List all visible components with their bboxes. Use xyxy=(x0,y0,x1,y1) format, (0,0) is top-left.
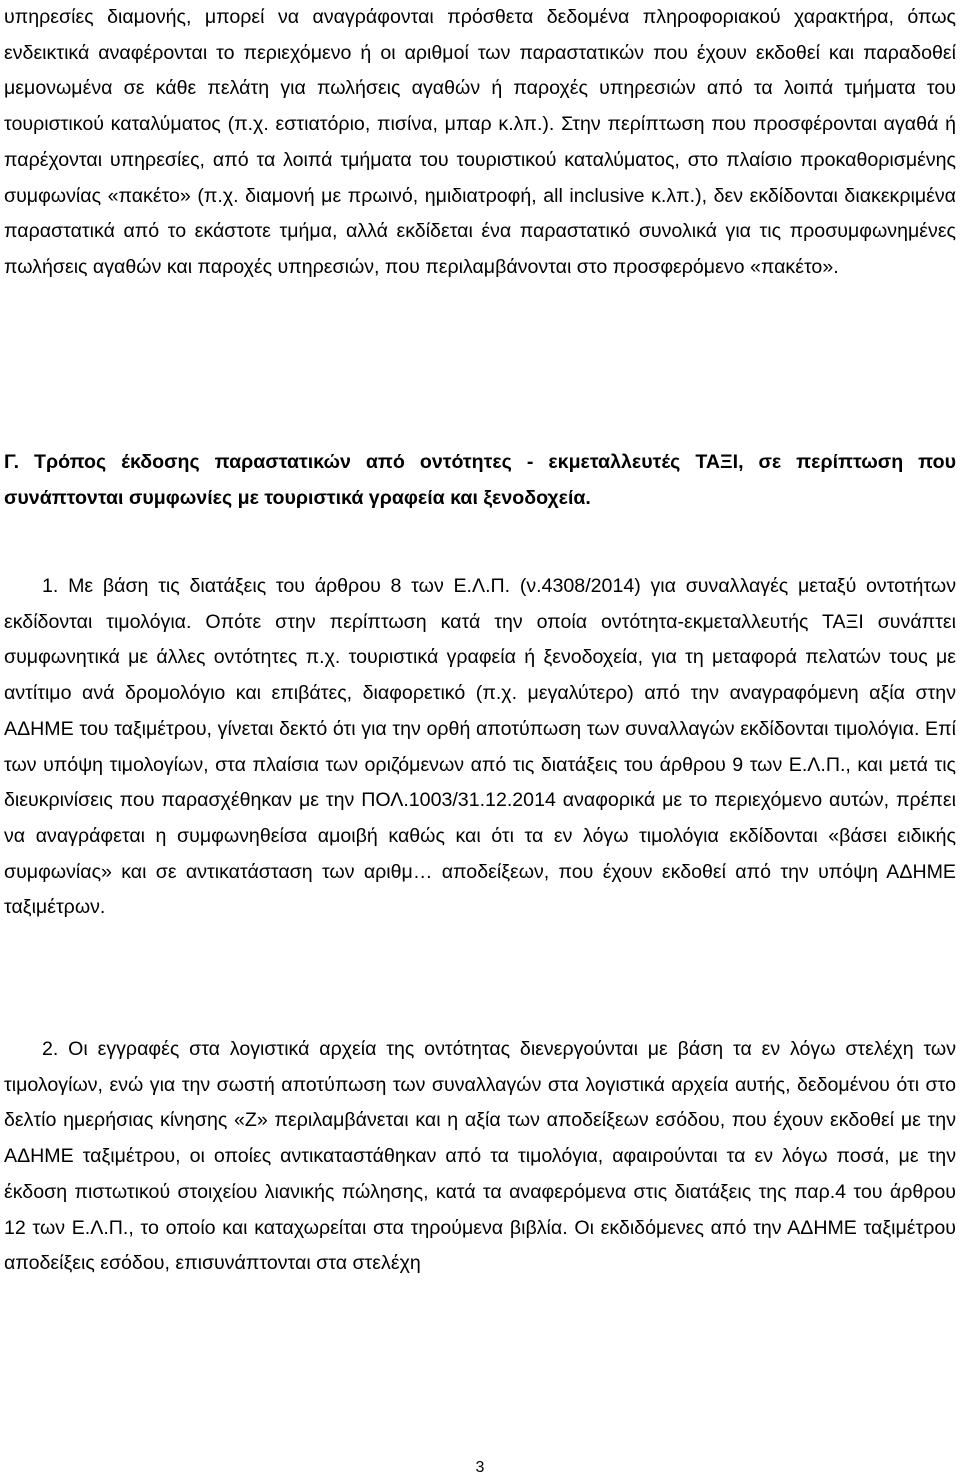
item-text: Οι εγγραφές στα λογιστικά αρχεία της οντότητας διενεργούνται με βάση τα εν λόγω στελέχη των τιμολογίων, ενώ για την σωστή αποτύπωση των συναλλαγών στα λογιστικά αρχεία αυτής, δεδομένου ότι στο δελτίο ημερήσιας κίνησης «Ζ» περιλαμβάνεται και η αξία των αποδείξεων εσόδου, που έχουν εκδοθεί με την ΑΔΗΜΕ ταξιμέτρου, οι οποίες αντικαταστάθηκαν από τα τιμολόγια, αφαιρούνται τα εν λόγω ποσά, με την έκδοση πιστωτικού στοιχείου λιανικής πώλησης, κατά τα αναφερόμενα στις διατάξεις της παρ.4 του άρθρου 12 των Ε.Λ.Π., το οποίο και καταχωρείται στα τηρούμενα βιβλία. Οι εκδιδόμενες από την ΑΔΗΜΕ ταξιμέτρου αποδείξεις εσόδου, επισυνάπτονται στα στελέχη xyxy=(4,1038,956,1275)
item-number: 1. xyxy=(42,575,59,597)
item-text: Με βάση τις διατάξεις του άρθρου 8 των Ε.Λ.Π. (ν.4308/2014) για συναλλαγές μεταξύ οντοτήτων εκδίδονται τιμολόγια. Οπότε στην περίπτωση κατά την οποία οντότητα-εκμεταλλευτής ΤΑΞΙ συνάπτει συμφωνητικά με άλλες οντότητες π.χ. τουριστικά γραφεία ή ξενοδοχεία, για τη μεταφορά πελατών τους με αντίτιμο ανά δρομολόγιο και επιβάτες, διαφορετικό (π.χ. μεγαλύτερο) από την αναγραφόμενη αξία στην ΑΔΗΜΕ του ταξιμέτρου, γίνεται δεκτό ότι για την ορθή αποτύπωση των συναλλαγών εκδίδονται τιμολόγια. Επί των υπόψη τιμολογίων, στα πλαίσια των οριζόμενων από τις διατάξεις του άρθρου 9 των Ε.Λ.Π., και μετά τις διευκρινίσεις που παρασχέθηκαν με την ΠΟΛ.1003/31.12.2014 αναφορικά με το περιεχόμενο αυτών, πρέπει να αναγράφεται η συμφωνηθείσα αμοιβή καθώς και ότι τα εν λόγω τιμολόγια εκδίδονται «βάσει ειδικής συμφωνίας» και σε αντικατάσταση των αριθμ… αποδείξεων, που έχουν εκδοθεί από την υπόψη ΑΔΗΜΕ ταξιμέτρων. xyxy=(4,575,956,919)
section-heading: Γ. Τρόπος έκδοσης παραστατικών από οντότητες - εκμεταλλευτές ΤΑΞΙ, σε περίπτωση που συνάπτονται συμφωνίες με τουριστικά γραφεία και ξενοδοχεία. xyxy=(4,451,956,509)
numbered-paragraph-2 xyxy=(4,1032,956,1282)
numbered-paragraph-1 xyxy=(4,569,956,926)
item-number: 2. xyxy=(42,1038,59,1060)
body-paragraph: υπηρεσίες διαμονής, μπορεί να αναγράφονται πρόσθετα δεδομένα πληροφοριακού χαρακτήρα, όπως ενδεικτικά αναφέρονται το περιεχόμενο ή οι αριθμοί των παραστατικών που έχουν εκδοθεί και παραδοθεί μεμονωμένα σε κάθε πελάτη για πωλήσεις αγαθών ή παροχές υπηρεσιών από τα λοιπά τμήματα του τουριστικού καταλύματος (π.χ. εστιατόριο, πισίνα, μπαρ κ.λπ.). Στην περίπτωση που προσφέρονται αγαθά ή παρέχονται υπηρεσίες, από τα λοιπά τμήματα του τουριστικού καταλύματος, στο πλαίσιο προκαθορισμένης συμφωνίας «πακέτο» (π.χ. διαμονή με πρωινό, ημιδιατροφή, all inclusive κ.λπ.), δεν εκδίδονται διακεκριμένα παραστατικά από το εκάστοτε τμήμα, αλλά εκδίδεται ένα παραστατικό συνολικά για τις προσυμφωνημένες πωλήσεις αγαθών και παροχές υπηρεσιών, που περιλαμβάνονται στο προσφερόμενο «πακέτο». xyxy=(4,6,956,278)
page-number: 3 xyxy=(475,1459,485,1476)
